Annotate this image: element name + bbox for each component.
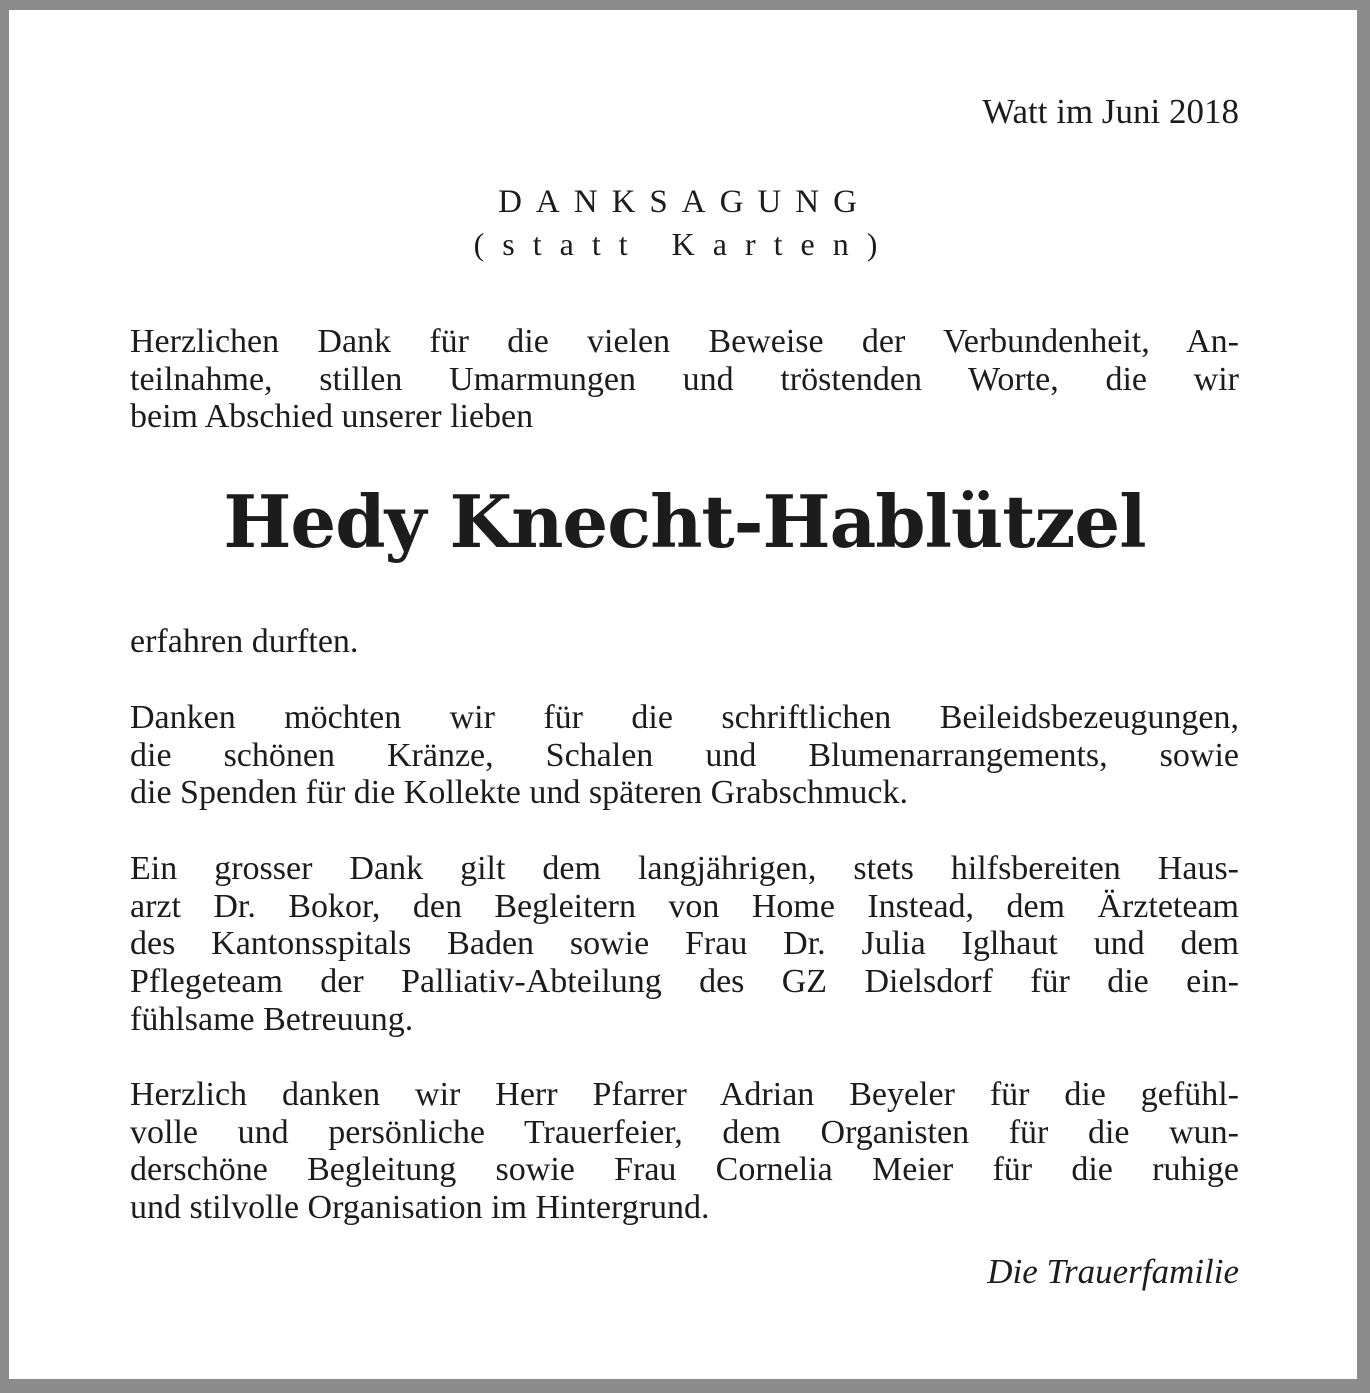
medical-thanks-line: Ein grosser Dank gilt dem langjährigen, stets hilfsbereiten Haus- (130, 850, 1239, 887)
thanks-line: die schönen Kränze, Schalen und Blumenarrangements, sowie (130, 736, 1239, 774)
ceremony-thanks-line: volle und persönliche Trauerfeier, dem Organisten für die wun- (130, 1113, 1239, 1151)
ceremony-thanks-line: derschöne Begleitung sowie Frau Cornelia Meier für die ruhige (130, 1151, 1239, 1189)
intro-line: teilnahme, stillen Umarmungen und tröstenden Worte, die wir (130, 360, 1239, 398)
after-name-text (130, 623, 1239, 661)
thanks-line: Danken möchten wir für die schriftlichen Beileidsbezeugungen, (130, 699, 1239, 736)
thanks-line: die Spenden für die Kollekte und späteren Grabschmuck. (130, 774, 908, 812)
medical-thanks-line: fühlsame Betreuung. (130, 1000, 414, 1038)
medical-thanks-line: arzt Dr. Bokor, den Begleitern von Home Instead, dem Ärzteteam (130, 887, 1239, 925)
thanks-paragraph (130, 699, 1239, 812)
medical-thanks-paragraph (130, 850, 1239, 1039)
notice-subtitle: (statt Karten) (473, 226, 896, 262)
intro-line: beim Abschied unserer lieben (130, 398, 534, 436)
notice-title: DANKSAGUNG (498, 184, 871, 220)
notice-card (9, 10, 1357, 1379)
medical-thanks-line: Pflegeteam der Palliativ-Abteilung des GZ Dielsdorf für die ein- (130, 963, 1239, 1001)
ceremony-thanks-paragraph (130, 1076, 1239, 1227)
ceremony-thanks-line: und stilvolle Organisation im Hintergrund. (130, 1189, 710, 1227)
signature: Die Trauerfamilie (987, 1252, 1239, 1291)
place-date: Watt im Juni 2018 (982, 92, 1239, 131)
intro-paragraph (130, 323, 1239, 436)
ceremony-thanks-line: Herzlich danken wir Herr Pfarrer Adrian Beyeler für die gefühl- (130, 1076, 1239, 1113)
intro-line: Herzlichen Dank für die vielen Beweise der Verbundenheit, An- (130, 323, 1239, 360)
after-name-line: erfahren durften. (130, 623, 359, 660)
medical-thanks-line: des Kantonsspitals Baden sowie Frau Dr. Julia Iglhaut und dem (130, 925, 1239, 963)
deceased-name: Hedy Knecht-Hablützel (223, 479, 1146, 564)
